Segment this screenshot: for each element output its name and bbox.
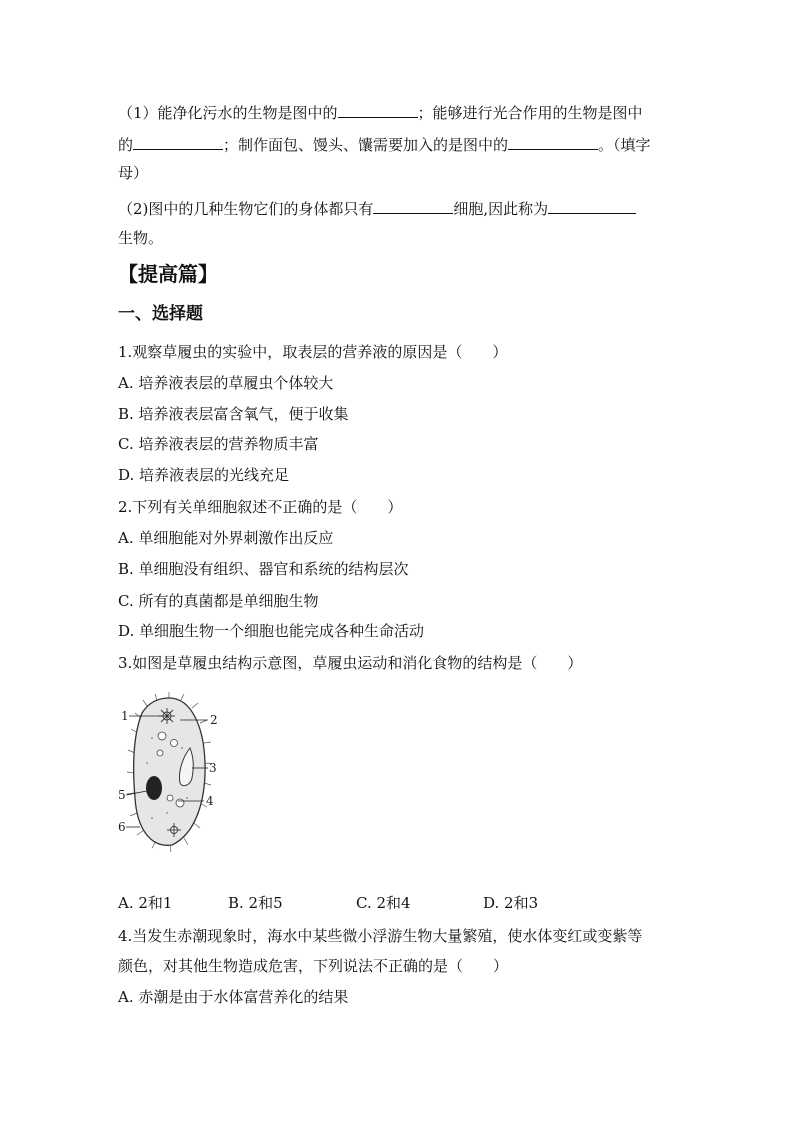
question-1-option-a: A. 培养液表层的草履虫个体较大	[118, 374, 334, 392]
fill-text: 。（填字	[598, 136, 651, 154]
answer-blank	[373, 198, 453, 214]
answer-blank	[338, 102, 418, 118]
fill-question-line-1	[118, 102, 643, 123]
fill-text: 生物。	[118, 229, 164, 247]
fill-text: 母）	[118, 164, 149, 182]
label-6: 6	[118, 820, 126, 834]
question-2-option-c: C. 所有的真菌都是单细胞生物	[118, 592, 319, 610]
question-1-option-b: B. 培养液表层富含氧气，便于收集	[118, 405, 349, 423]
question-2-option-d: D. 单细胞生物一个细胞也能完成各种生命活动	[118, 622, 425, 640]
question-3-option-b: B. 2和5	[228, 894, 283, 912]
question-2-option-b: B. 单细胞没有组织、器官和系统的结构层次	[118, 560, 409, 578]
fill-text: （1）能净化污水的生物是图中的	[118, 104, 338, 122]
question-4-stem-line-1: 4.当发生赤潮现象时，海水中某些微小浮游生物大量繁殖，使水体变红或变紫等	[118, 927, 643, 945]
label-2: 2	[210, 713, 218, 727]
fill-question-line-3	[118, 163, 148, 183]
fill-text: ；能够进行光合作用的生物是图中	[417, 104, 643, 122]
label-3: 3	[209, 761, 217, 775]
question-1-option-d: D. 培养液表层的光线充足	[118, 466, 290, 484]
question-4-stem-line-2: 颜色，对其他生物造成危害，下列说法不正确的是（ ）	[118, 957, 509, 975]
fill-text: 细胞,因此称为	[453, 200, 549, 218]
fill-question-line-4	[118, 198, 636, 219]
paramecium-illustration	[112, 688, 222, 868]
fill-text: ；制作面包、馒头、馕需要加入的是图中的	[223, 136, 509, 154]
answer-blank	[508, 134, 598, 150]
answer-blank	[548, 198, 636, 214]
section-subtitle: 一、选择题	[118, 304, 203, 324]
question-3-stem: 3.如图是草履虫结构示意图，草履虫运动和消化食物的结构是（ ）	[118, 654, 583, 672]
question-3-option-d: D. 2和3	[483, 894, 539, 912]
fill-text: （2)图中的几种生物它们的身体都只有	[118, 200, 374, 218]
answer-blank	[133, 134, 223, 150]
question-1-option-c: C. 培养液表层的营养物质丰富	[118, 435, 319, 453]
question-3-options	[118, 893, 538, 913]
fill-question-line-2	[118, 134, 651, 155]
question-1-stem: 1.观察草履虫的实验中，取表层的营养液的原因是（ ）	[118, 343, 508, 361]
question-3-option-a: A. 2和1	[118, 894, 173, 912]
question-3-option-c: C. 2和4	[356, 894, 411, 912]
question-4-option-a: A. 赤潮是由于水体富营养化的结果	[118, 988, 349, 1006]
nucleus	[146, 776, 162, 800]
question-2-option-a: A. 单细胞能对外界刺激作出反应	[118, 529, 334, 547]
label-4: 4	[206, 794, 214, 808]
section-title: 【提高篇】	[118, 262, 218, 286]
paramecium-diagram	[112, 688, 222, 868]
fill-text: 的	[118, 136, 134, 154]
question-2-stem: 2.下列有关单细胞叙述不正确的是（ ）	[118, 498, 403, 516]
label-5: 5	[118, 788, 126, 802]
fill-question-line-5	[118, 228, 163, 248]
label-1: 1	[121, 709, 129, 723]
